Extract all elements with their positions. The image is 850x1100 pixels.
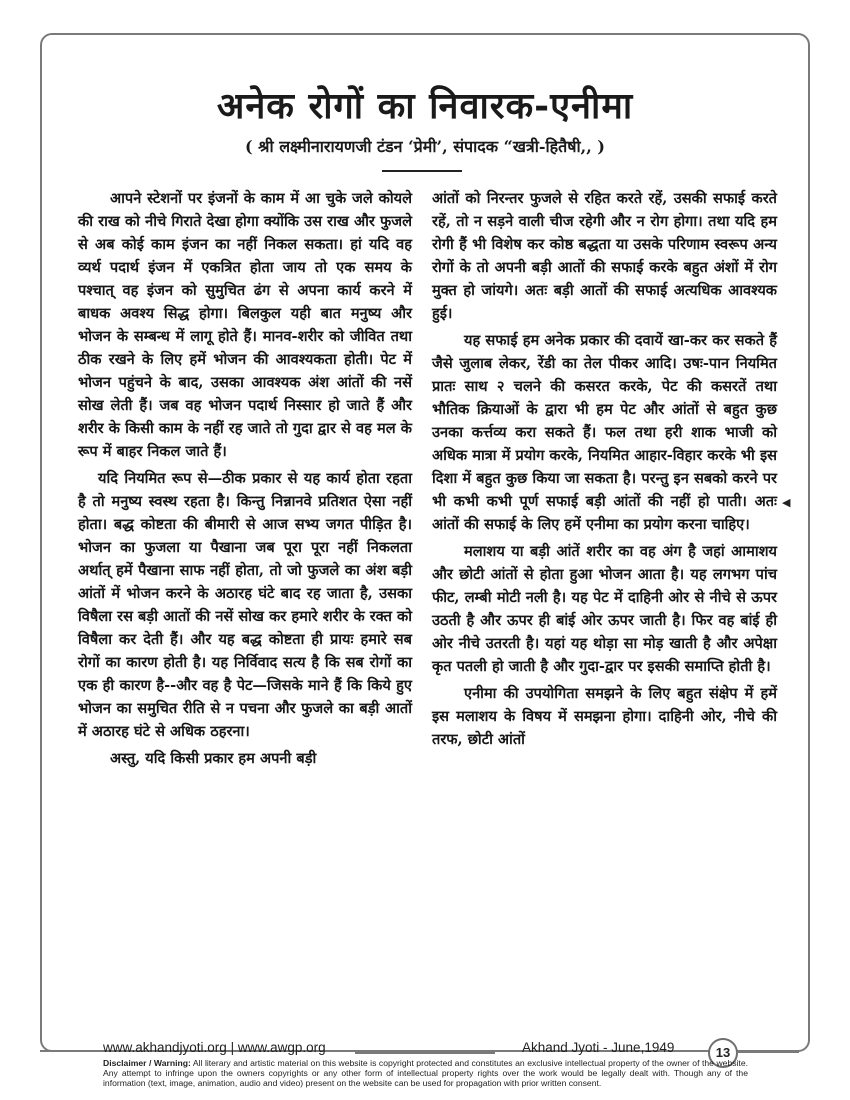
margin-arrow-icon: ◀ [782,496,791,509]
paragraph: यदि नियमित रूप से—ठीक प्रकार से यह कार्य होता रहता है तो मनुष्य स्वस्थ रहता है। किन्तु निन्नानवे प्रतिशत ऐसा नहीं होता। बद्ध कोष्टता की बीमारी से आज सभ्य जगत पीड़ित है। भोजन का फुजला या पैखाना जब पूरा पूरा नहीं निकलता अर्थात् हमें पैखाना साफ नहीं होता, तो जो फुजले का अंश बड़ी आंतों में भोजन करने के अठारह घंटे बाद रह जाता है, उसका विषैला रस बड़ी आतों की नसें सोख कर हमारे शरीर के रक्त को विषैला कर देती हैं। और यह बद्ध कोष्टता ही प्रायः हमारे सब रोगों का कारण होती है। यह निर्विवाद सत्य है कि सब रोगों का एक ही कारण है--और वह है पेट—जिसके माने हैं कि किये हुए भोजन का समुचित रीति से न पचना और फुजले का बड़ी आतों में अठारह घंटे से अधिक ठहरना। [78,470,412,740]
footer-magazine-issue: Akhand Jyoti - June,1949 [522,1040,675,1055]
left-column [78,187,412,774]
footer-divider [737,1051,799,1053]
paragraph: आंतों को निरन्तर फुजले से रहित करते रहें, उसकी सफाई करते रहें, तो न सड़ने वाली चीज रहेगी और न रोग होगा। तथा यदि हम रोगी हैं भी विशेष कर कोष्ठ बद्धता या उसके परिणाम स्वरूप अन्य रोगों के तो अपनी बड़ी आतों की सफाई करके बहुत अंशों में रोग मुक्त हो जांयगे। अतः बड़ी आतों की सफाई अत्यधिक आवश्यक हुई। [432,190,777,322]
paragraph: एनीमा की उपयोगिता समझने के लिए बहुत संक्षेप में हमें इस मलाशय के विषय में समझना होगा। दाहिनी ओर, नीचे की तरफ, छोटी आंतों [432,685,777,748]
footer-websites-link[interactable]: www.akhandjyoti.org | www.awgp.org [103,1040,326,1055]
paragraph: आपने स्टेशनों पर इंजनों के काम में आ चुके जले कोयले की राख को नीचे गिराते देखा होगा क्योंकि उस राख और फुजले से अब कोई काम इंजन का नहीं निकल सकता। हां यदि वह व्यर्थ पदार्थ इंजन में एकत्रित होता जाय तो एक समय के पश्चात् वह इंजन को सुमुचित ढंग से अपना कार्य करने में बाधक अवश्य सिद्ध होगा। बिलकुल यही बात मनुष्य और भोजन के सम्बन्ध में लागू होते हैं। मानव-शरीर को जीवित तथा ठीक रखने के लिए हमें भोजन की आवश्यकता होती। पेट में भोजन पहुंचने के बाद, उसका आवश्यक अंश आंतों की नसें सोख लेती हैं। जब वह भोजन पदार्थ निस्सार हो जाते हैं और शरीर के किसी काम के नहीं रह जाते तो गुदा द्वार से वह मल के रूप में बाहर निकल जाते हैं। [78,190,412,460]
title-divider [382,170,462,172]
footer-divider [40,1050,98,1052]
disclaimer [103,1058,748,1088]
disclaimer-label: Disclaimer / Warning: [103,1058,191,1068]
article-byline: ( श्री लक्ष्मीनारायणजी टंडन ‘प्रेमी’, संपादक “खत्री-हितैषी,, ) [245,137,605,156]
page-number-badge: 13 [708,1038,738,1068]
paragraph: यह सफाई हम अनेक प्रकार की दवायें खा-कर कर सकते हैं जैसे जुलाब लेकर, रेंडी का तेल पीकर आदि। उषः-पान नियमित प्रातः साथ २ चलने की कसरत करके, पेट की कसरतें तथा भौतिक क्रियाओं के द्वारा भी हम पेट और आंतों से बहुत कुछ उनका कर्त्तव्य करा सकते हैं। फल तथा हरी शाक भाजी को अधिक मात्रा में प्रयोग करके, नियमित आहार-विहार करके भी इस दिशा में बहुत कुछ किया जा सकता है। परन्तु इन सबको करने पर भी कभी कभी पूर्ण सफाई बड़ी आंतों की नहीं हो पाती। अतः आंतों की सफाई के लिए हमें एनीमा का प्रयोग करना चाहिए। [432,332,777,533]
article-title: अनेक रोगों का निवारक-एनीमा [216,85,634,127]
paragraph: अस्तु, यदि किसी प्रकार हम अपनी बड़ी [110,750,317,767]
disclaimer-text: All literary and artistic material on this website is copyright protected and constitutes an exclusive intellectual property of the owner of the website. Any attempt to infringe upon the owners copyrights or any other form of intellectual property rights over the work would be legally dealt with. Though any of the information (text, image, animation, audio and video) present on the website can be used for propagation with prior written consent. [103,1058,748,1088]
right-column [432,187,777,755]
paragraph: मलाशय या बड़ी आंतें शरीर का वह अंग है जहां आमाशय और छोटी आंतों से होता हुआ भोजन आता है। यह लगभग पांच फीट, लम्बी मोटी नली है। यह पेट में दाहिनी ओर से नीचे से ऊपर उठती है और ऊपर ही बांई ओर ऊपर जाती है। फिर वह बांई ही ओर नीचे उतरती है। यहां यह थोड़ा सा मोड़ खाती है और अपेक्षा कृत पतली हो जाती है और गुदा-द्वार पर इसकी समाप्ति होती है। [432,543,777,675]
footer-divider [355,1052,495,1054]
